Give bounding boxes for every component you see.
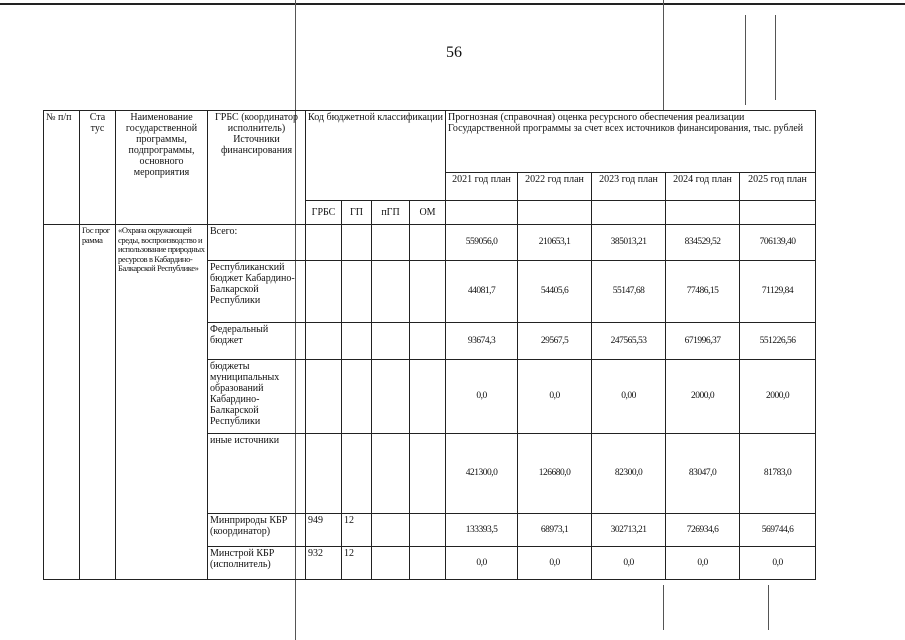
row-grbs: 949 [306, 514, 342, 547]
row-pgp [372, 547, 410, 580]
row-label: Федеральный бюджет [208, 323, 306, 360]
row-om [410, 323, 446, 360]
year-2025: 2025 год план [740, 173, 816, 201]
table-row [44, 225, 816, 261]
value-2023: 247565,53 [592, 323, 666, 360]
header-grbs: ГРБС (координатор исполнитель) Источники финансирования [208, 111, 306, 225]
value-2022: 0,0 [518, 547, 592, 580]
value-2024: 0,0 [666, 547, 740, 580]
row-label: Минприроды КБР (координатор) [208, 514, 306, 547]
scan-artifact [775, 15, 776, 100]
header-code: Код бюджетной классификации [306, 111, 446, 201]
value-2024: 834529,52 [666, 225, 740, 261]
program-status: Гос прог рамма [80, 225, 116, 580]
row-pgp [372, 360, 410, 434]
row-grbs [306, 323, 342, 360]
row-num [44, 225, 80, 580]
header-name: Наименование государственной программы, подпрограммы, основного мероприятия [116, 111, 208, 225]
row-gp: 12 [342, 514, 372, 547]
empty-cell [740, 201, 816, 225]
empty-cell [446, 201, 518, 225]
value-2024: 726934,6 [666, 514, 740, 547]
value-2022: 68973,1 [518, 514, 592, 547]
row-gp [342, 225, 372, 261]
value-2021: 44081,7 [446, 261, 518, 323]
value-2021: 421300,0 [446, 434, 518, 514]
value-2023: 0,0 [592, 547, 666, 580]
code-grbs: ГРБС [306, 201, 342, 225]
empty-cell [666, 201, 740, 225]
program-name: «Охрана окружающей среды, воспроизводство и использование природных ресурсов в Кабардино-Балкарской Республике» [116, 225, 208, 580]
row-grbs [306, 225, 342, 261]
row-gp [342, 261, 372, 323]
row-om [410, 547, 446, 580]
row-gp: 12 [342, 547, 372, 580]
value-2025: 0,0 [740, 547, 816, 580]
scan-artifact [663, 0, 664, 110]
value-2025: 71129,84 [740, 261, 816, 323]
year-2024: 2024 год план [666, 173, 740, 201]
row-grbs [306, 261, 342, 323]
row-label: Минстрой КБР (исполнитель) [208, 547, 306, 580]
row-gp [342, 323, 372, 360]
row-pgp [372, 225, 410, 261]
row-pgp [372, 514, 410, 547]
empty-cell [592, 201, 666, 225]
row-gp [342, 360, 372, 434]
year-2022: 2022 год план [518, 173, 592, 201]
value-2022: 29567,5 [518, 323, 592, 360]
value-2022: 126680,0 [518, 434, 592, 514]
row-om [410, 514, 446, 547]
value-2024: 77486,15 [666, 261, 740, 323]
value-2025: 551226,56 [740, 323, 816, 360]
row-om [410, 360, 446, 434]
row-grbs [306, 434, 342, 514]
header-status: Ста тус [80, 111, 116, 225]
row-label: Республиканский бюджет Кабардино-Балкарской Республики [208, 261, 306, 323]
value-2021: 93674,3 [446, 323, 518, 360]
year-2021: 2021 год план [446, 173, 518, 201]
row-om [410, 434, 446, 514]
value-2022: 210653,1 [518, 225, 592, 261]
row-pgp [372, 323, 410, 360]
row-label: иные источники [208, 434, 306, 514]
value-2021: 559056,0 [446, 225, 518, 261]
value-2024: 83047,0 [666, 434, 740, 514]
header-num: № п/п [44, 111, 80, 225]
value-2023: 302713,21 [592, 514, 666, 547]
row-grbs: 932 [306, 547, 342, 580]
empty-cell [518, 201, 592, 225]
row-om [410, 225, 446, 261]
value-2022: 54405,6 [518, 261, 592, 323]
row-label: бюджеты муниципальных образований Кабардино-Балкарской Республики [208, 360, 306, 434]
value-2023: 55147,68 [592, 261, 666, 323]
value-2024: 2000,0 [666, 360, 740, 434]
value-2021: 0,0 [446, 360, 518, 434]
scan-artifact [745, 15, 746, 105]
code-gp: ГП [342, 201, 372, 225]
value-2025: 706139,40 [740, 225, 816, 261]
value-2022: 0,0 [518, 360, 592, 434]
row-pgp [372, 434, 410, 514]
value-2025: 81783,0 [740, 434, 816, 514]
code-om: ОМ [410, 201, 446, 225]
scan-artifact [768, 585, 769, 630]
value-2023: 82300,0 [592, 434, 666, 514]
code-pgp: пГП [372, 201, 410, 225]
row-label: Всего: [208, 225, 306, 261]
value-2023: 0,00 [592, 360, 666, 434]
page-number: 56 [446, 44, 462, 61]
header-forecast: Прогнозная (справочная) оценка ресурсного обеспечения реализации Государственной программы за счет всех источников финансирования, тыс. рублей [446, 111, 816, 173]
value-2021: 0,0 [446, 547, 518, 580]
value-2024: 671996,37 [666, 323, 740, 360]
value-2023: 385013,21 [592, 225, 666, 261]
row-pgp [372, 261, 410, 323]
top-border-line [0, 3, 905, 5]
resource-table [43, 110, 816, 580]
value-2025: 2000,0 [740, 360, 816, 434]
value-2021: 133393,5 [446, 514, 518, 547]
value-2025: 569744,6 [740, 514, 816, 547]
year-2023: 2023 год план [592, 173, 666, 201]
scan-artifact [663, 585, 664, 630]
row-grbs [306, 360, 342, 434]
row-gp [342, 434, 372, 514]
row-om [410, 261, 446, 323]
